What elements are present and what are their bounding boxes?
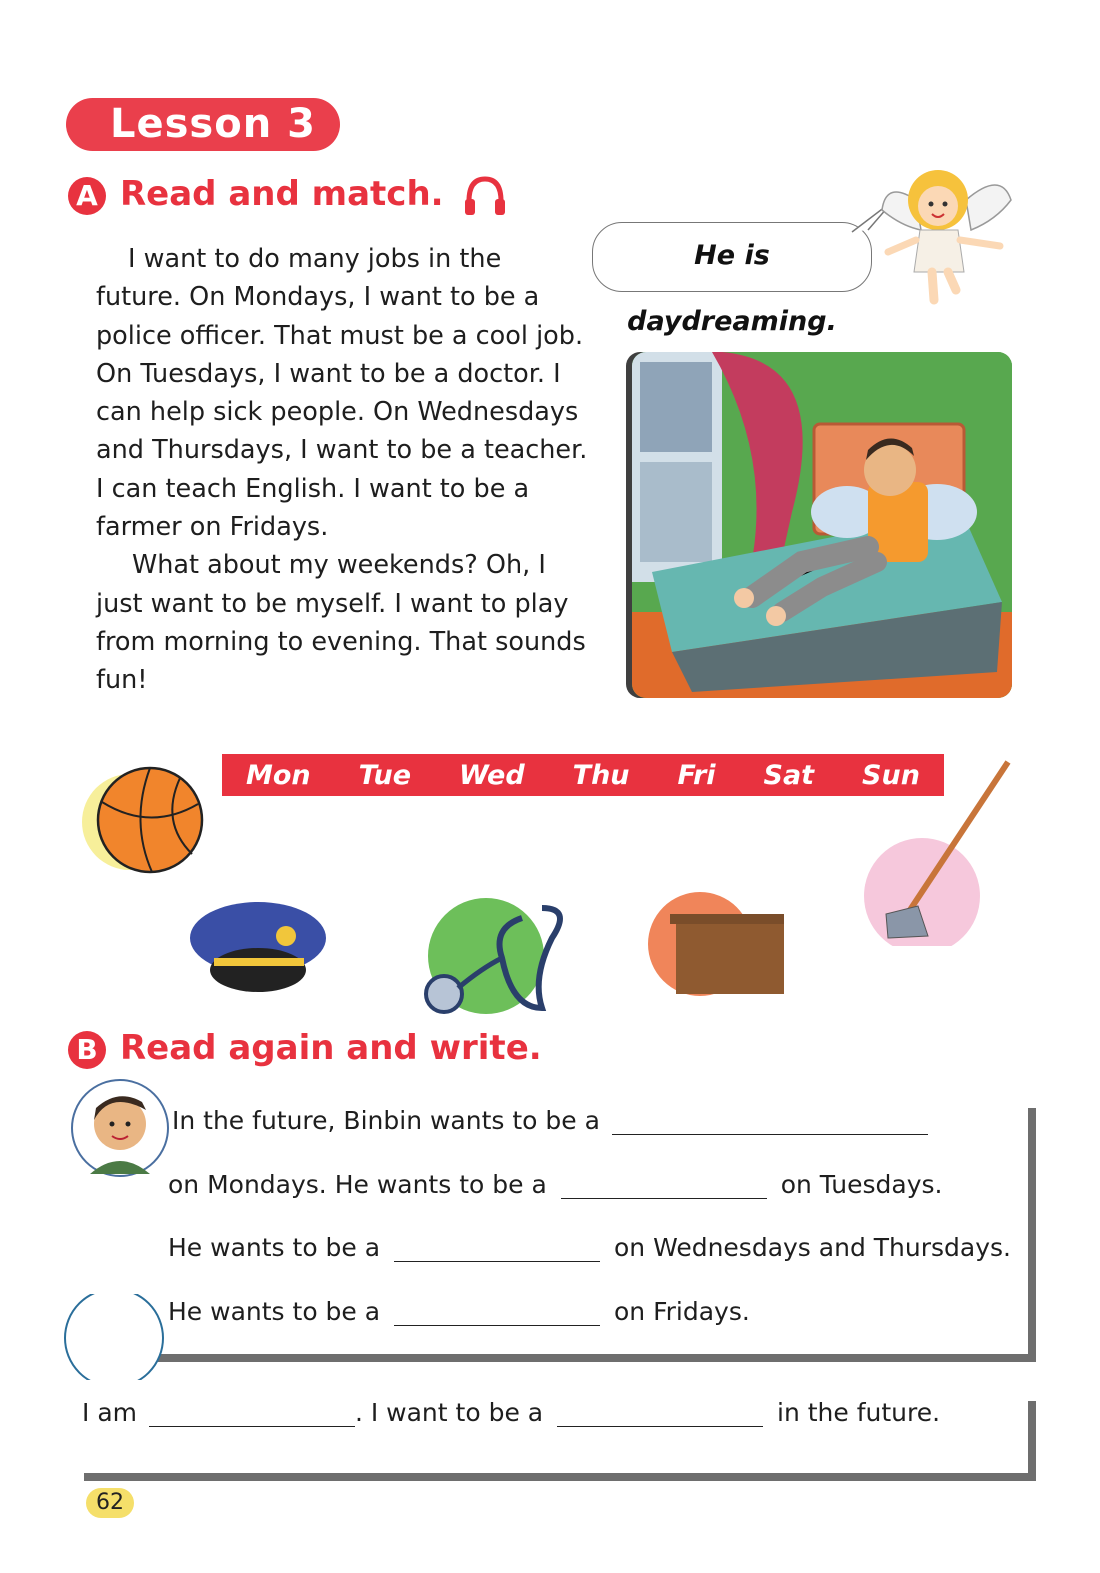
write-line-3-after: on Wednesdays and Thursdays. [613,1233,1011,1262]
reading-line: from morning to evening. That sounds [96,626,586,657]
self-line-part1: I am [82,1398,137,1427]
write-line-4-after: on Fridays. [613,1297,750,1326]
section-a-title: Read and match. [120,174,444,214]
section-b-title: Read again and write. [120,1028,542,1068]
reading-line: I can teach English. I want to be a [96,473,530,504]
reading-line: I want to do many jobs in the [128,244,502,274]
lesson-title: Lesson 3 [110,101,316,147]
blank-wednesday-job[interactable] [394,1237,600,1262]
day-mon: Mon [245,759,311,791]
day-sat: Sat [763,759,815,791]
blank-self-name[interactable] [149,1402,355,1427]
day-fri: Fri [677,759,716,791]
write-line-2-after: on Tuesdays. [780,1170,943,1199]
page-number-text: 62 [96,1490,124,1515]
reading-line: can help sick people. On Wednesdays [96,397,579,428]
day-thu: Thu [572,759,630,791]
day-wed: Wed [459,759,525,791]
reading-line: What about my weekends? Oh, I [132,550,546,581]
blank-friday-job[interactable] [394,1301,600,1326]
reading-line: farmer on Fridays. [96,512,329,543]
blank-self-job[interactable] [557,1402,763,1427]
self-line-part3: in the future. [777,1398,941,1427]
reading-line: and Thursdays, I want to be a teacher. [96,435,588,466]
write-line-2-text: on Mondays. He wants to be a [168,1170,547,1199]
page-number [86,1488,134,1518]
write-line-1-text: In the future, Binbin wants to be a [172,1106,600,1135]
basketball-picture[interactable] [80,762,210,882]
binbin-avatar [70,1078,174,1178]
reading-passage [96,240,616,700]
speech-bubble [592,222,872,337]
self-avatar-placeholder[interactable] [62,1294,168,1380]
self-write-line [82,1398,940,1427]
headphones-icon[interactable] [463,175,507,217]
section-b-letter: B [68,1031,106,1069]
day-tue: Tue [358,759,412,791]
reading-line: On Tuesdays, I want to be a doctor. I [96,358,561,389]
days-of-week-bar [222,754,944,796]
write-line-3 [168,1233,1011,1262]
section-a-letter: A [68,177,106,215]
speech-bubble-text: He is daydreaming. [627,240,837,337]
police-hat-picture[interactable] [186,898,336,1008]
self-line-part2: . I want to be a [354,1398,544,1427]
angel-illustration [876,160,1016,310]
lesson-badge [66,98,340,151]
hoe-picture[interactable] [858,756,1018,946]
day-sun: Sun [862,759,920,791]
blank-monday-job[interactable] [612,1110,928,1135]
reading-line: future. On Mondays, I want to be a [96,282,540,313]
daydreaming-boy-picture [632,352,1012,698]
write-line-4 [168,1297,750,1326]
write-line-2 [168,1170,942,1199]
reading-line: just want to be myself. I want to play [96,588,569,619]
section-a-heading [68,174,507,217]
blank-tuesday-job[interactable] [561,1174,767,1199]
write-line-1 [172,1106,928,1135]
section-b-heading [68,1028,542,1069]
reading-line: police officer. That must be a cool job. [96,320,584,351]
reading-line: fun! [96,665,148,696]
stethoscope-picture[interactable] [422,898,572,1022]
teacher-desk-picture[interactable] [642,892,792,1002]
write-line-4-text: He wants to be a [168,1297,381,1326]
write-line-3-text: He wants to be a [168,1233,381,1262]
